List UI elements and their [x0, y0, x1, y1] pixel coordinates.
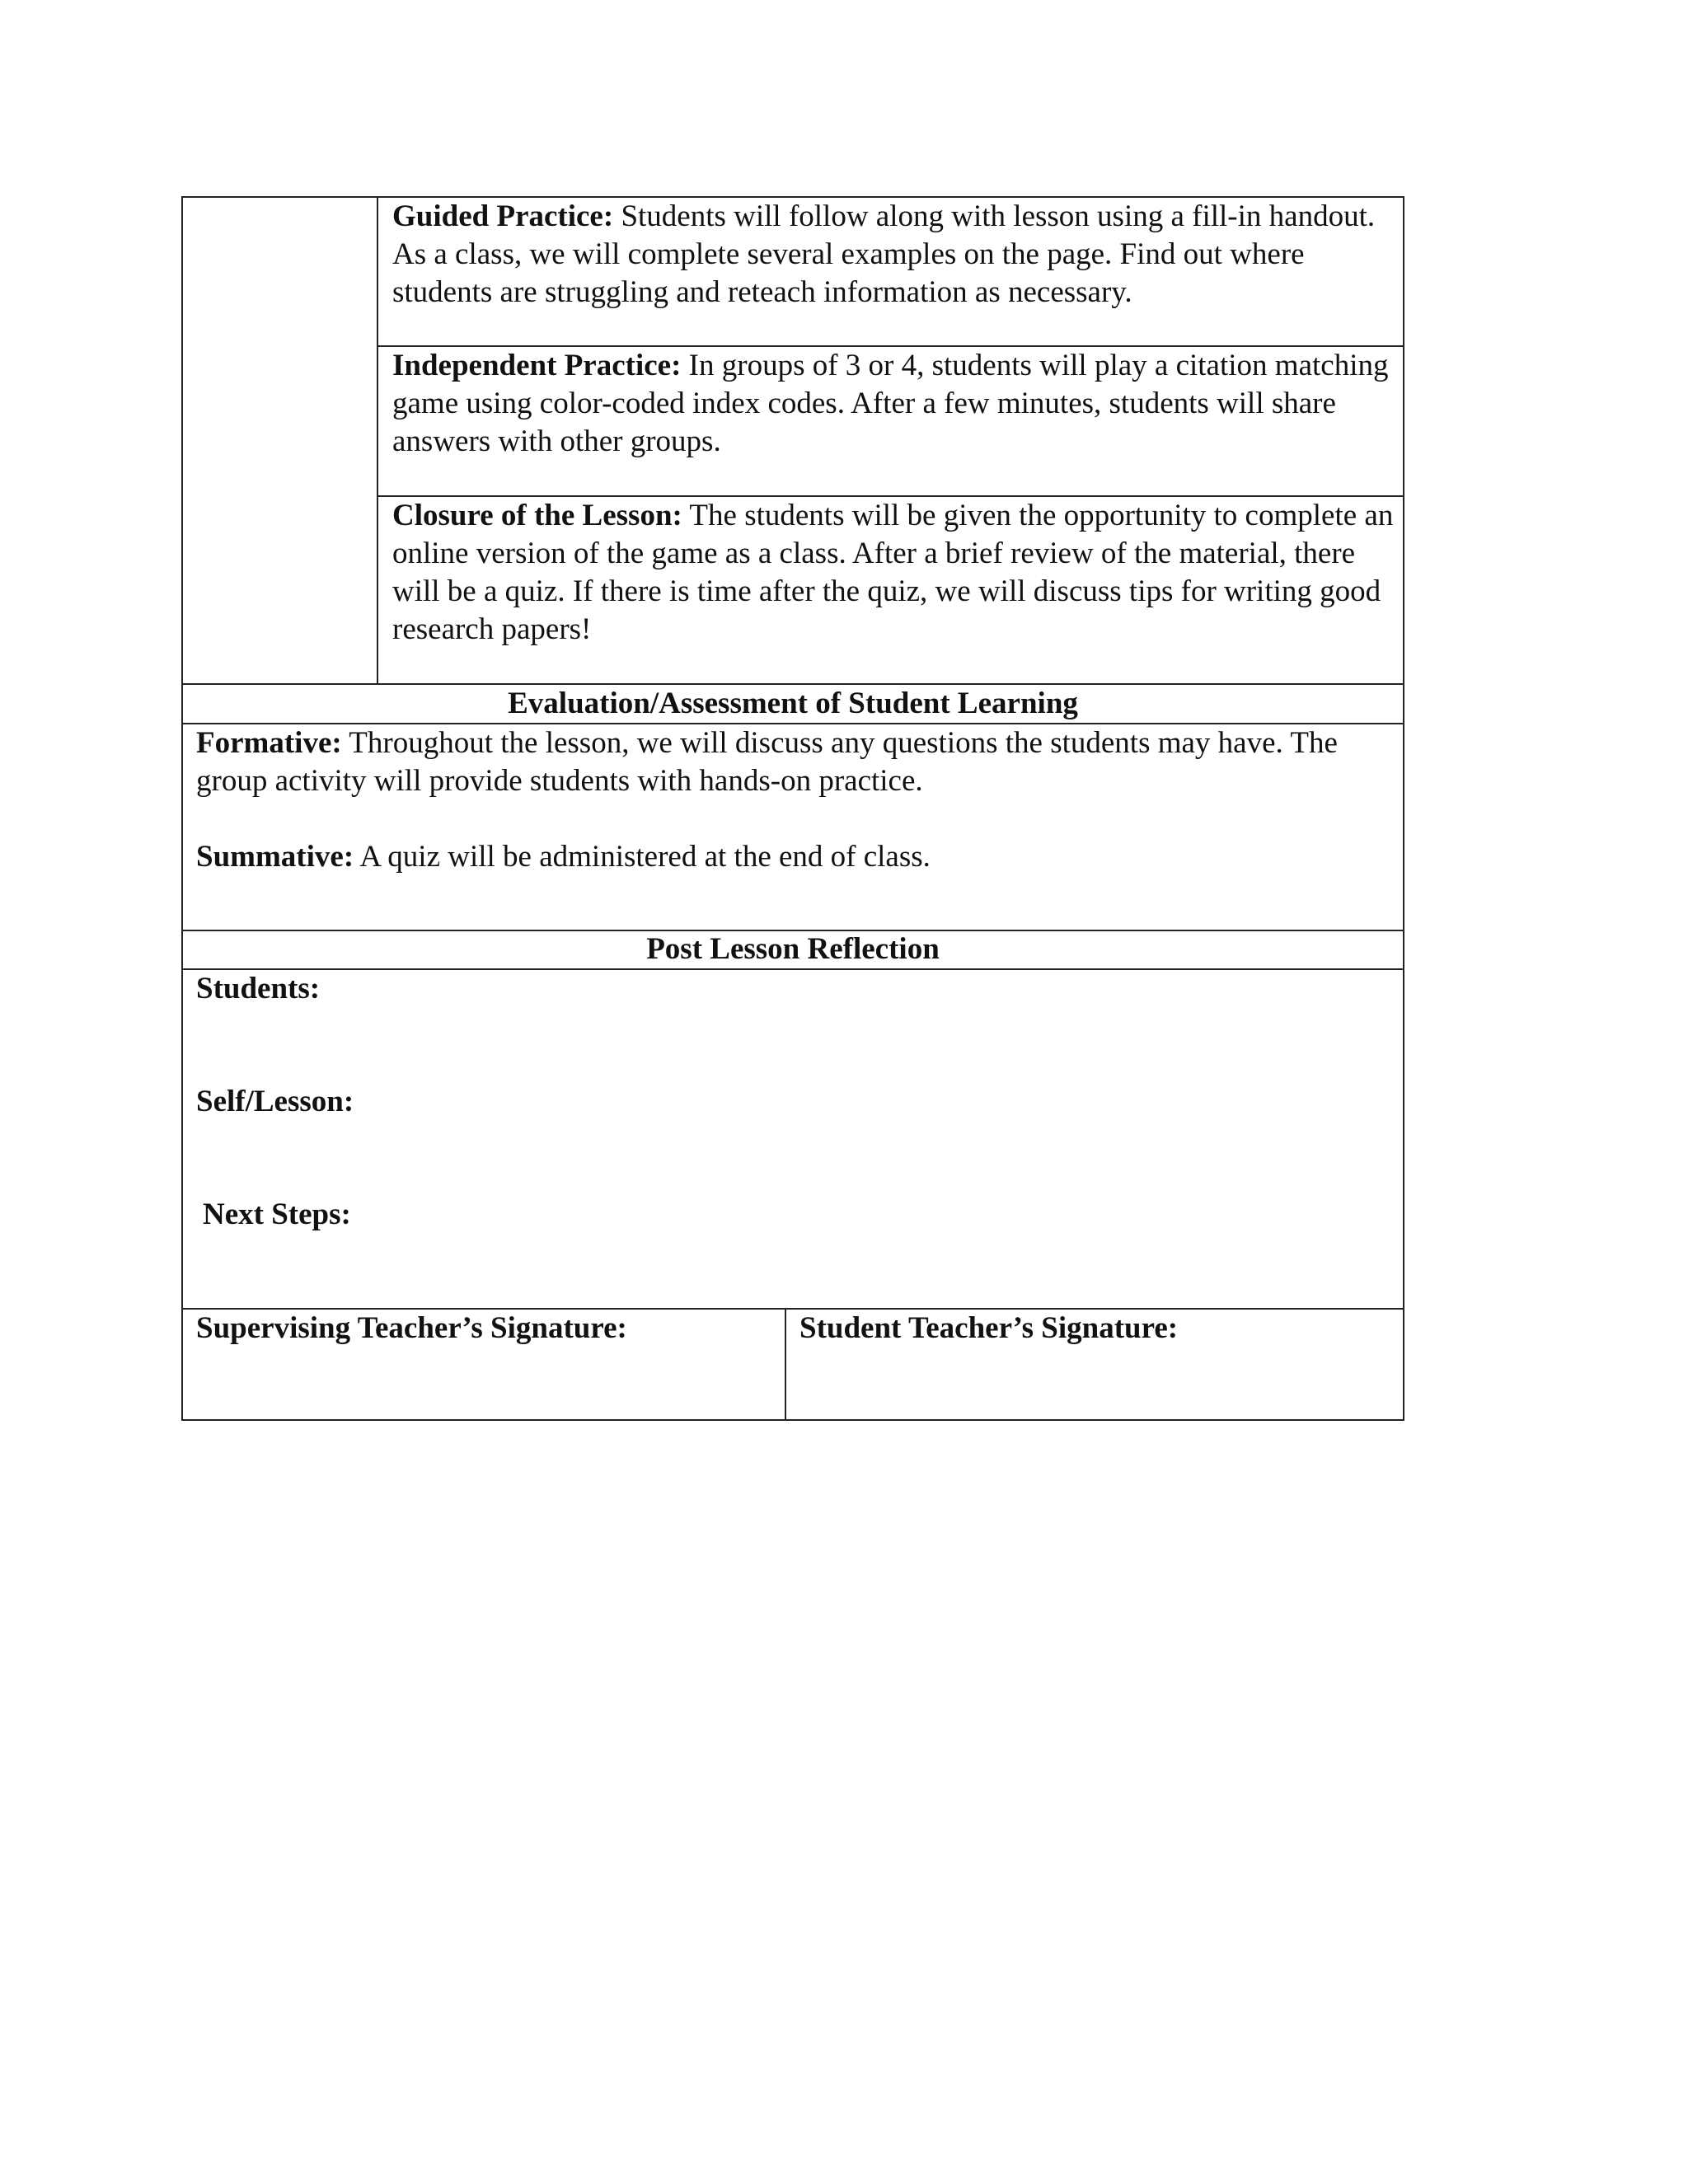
- summative-paragraph: [196, 838, 1400, 876]
- guided-practice-label: Guided Practice:: [392, 199, 614, 233]
- formative-text: Throughout the lesson, we will discuss any questions the students may have. The group activity will provide students with hands-on practice.: [196, 726, 1338, 798]
- independent-practice-cell: [392, 347, 1394, 461]
- row-divider-reflection-header: [181, 968, 1404, 970]
- formative-paragraph: [196, 724, 1400, 800]
- independent-practice-label: Independent Practice:: [392, 349, 682, 382]
- reflection-heading: Post Lesson Reflection: [646, 932, 940, 966]
- student-teacher-signature-label: Student Teacher’s Signature:: [799, 1311, 1179, 1345]
- supervising-teacher-signature-label: Supervising Teacher’s Signature:: [196, 1311, 627, 1345]
- formative-label: Formative:: [196, 726, 342, 760]
- next-steps-label: Next Steps:: [203, 1197, 351, 1231]
- closure-label: Closure of the Lesson:: [392, 499, 682, 532]
- independent-practice-text: In groups of 3 or 4, students will play a citation matching game using color-coded index codes. After a few minutes, students will share answers with other groups.: [392, 349, 1389, 458]
- left-column-divider: [377, 196, 378, 685]
- evaluation-cell: [196, 724, 1400, 876]
- self-lesson-label: Self/Lesson:: [196, 1085, 354, 1118]
- summative-label: Summative:: [196, 840, 354, 874]
- signature-column-divider: [785, 1308, 786, 1421]
- summative-text: A quiz will be administered at the end of class.: [354, 840, 931, 874]
- guided-practice-text: Students will follow along with lesson using a fill-in handout. As a class, we will complete several examples on the page. Find out where students are struggling and reteach information as necessary.: [392, 199, 1376, 309]
- students-label: Students:: [196, 972, 321, 1005]
- closure-text: The students will be given the opportunity to complete an online version of the game as a class. After a brief review of the material, there will be a quiz. If there is time after the quiz, we will discuss tips for writing good research papers!: [392, 499, 1394, 646]
- evaluation-heading: Evaluation/Assessment of Student Learning: [508, 687, 1078, 720]
- guided-practice-cell: [392, 198, 1394, 312]
- closure-cell: [392, 497, 1394, 649]
